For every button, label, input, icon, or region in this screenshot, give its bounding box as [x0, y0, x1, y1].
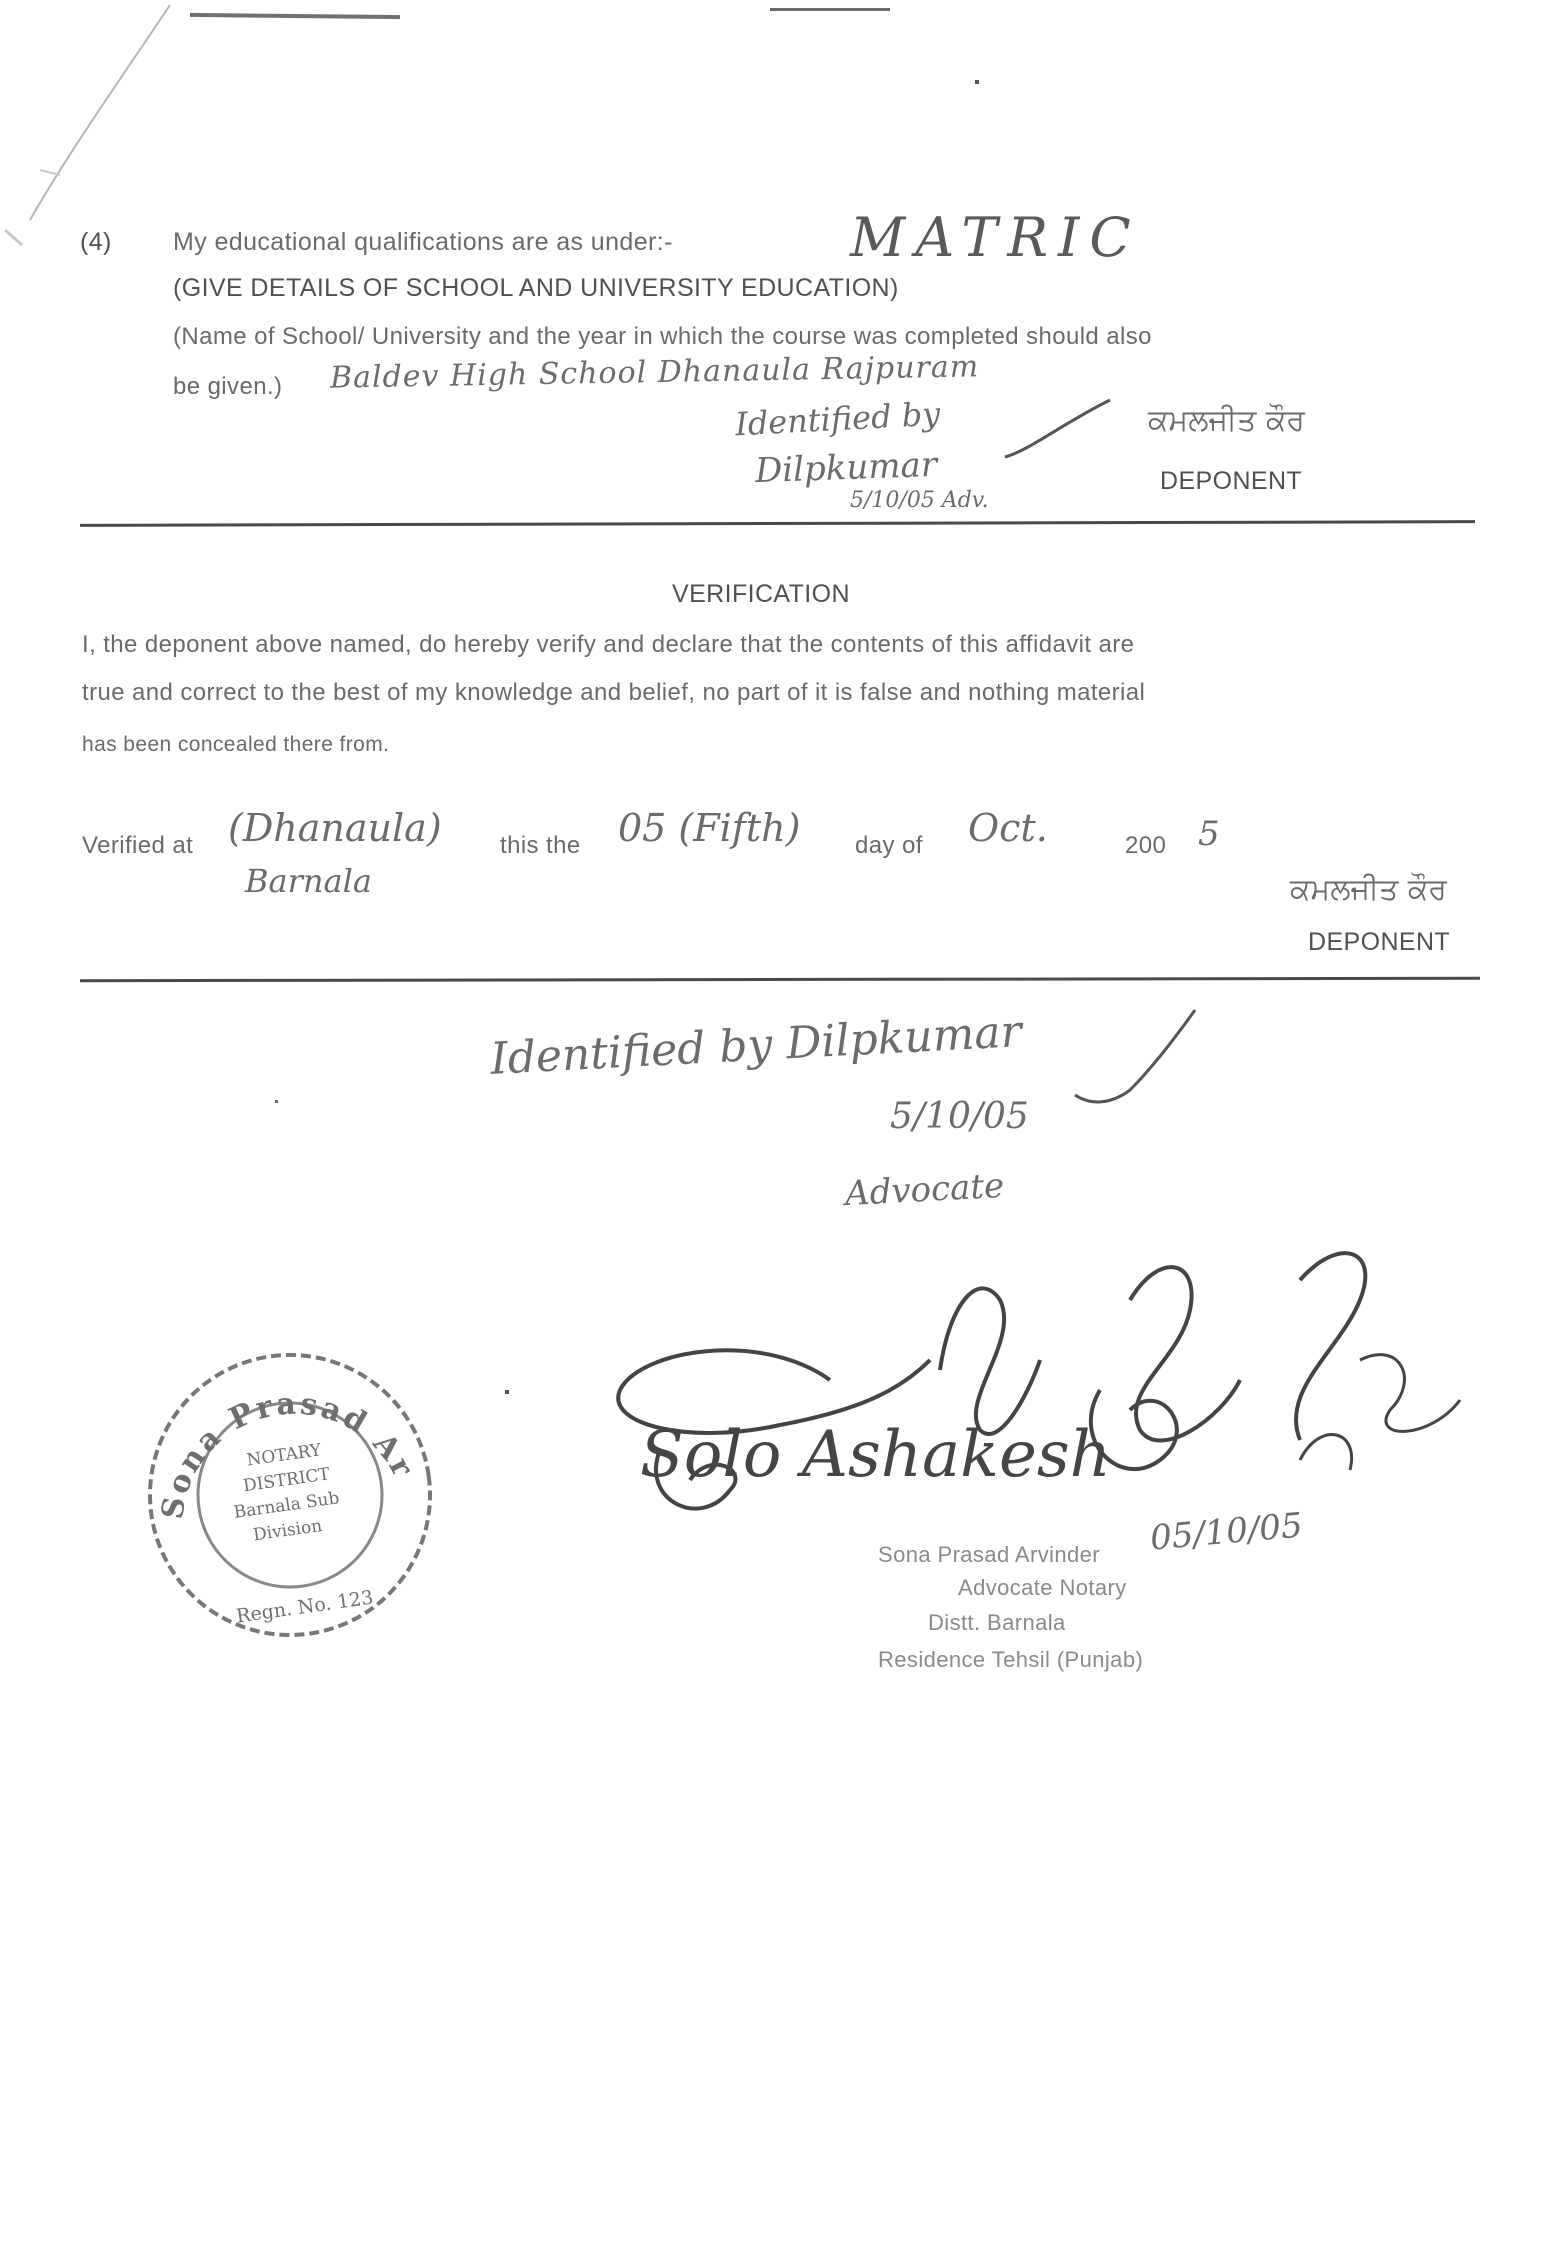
notary-block-line-4: Residence Tehsil (Punjab) — [878, 1647, 1144, 1672]
deponent-signature-2: ਕਮਲਜੀਤ ਕੌਰ — [1290, 872, 1447, 907]
deponent-label-1: DEPONENT — [1160, 467, 1303, 495]
notary-signature: Solo Ashakesh — [640, 1418, 1111, 1492]
seal-ring-text: Sona Prasad Arvinder — [104, 1338, 422, 1522]
verification-line-2: true and correct to the best of my knowledge and belief, no part of it is false and nothing material — [82, 679, 1146, 706]
top-scan-artifact-2 — [770, 0, 890, 11]
note-line-1: (Name of School/ University and the year in which the course was completed should also — [173, 323, 1152, 350]
notary-block-line-2: Advocate Notary — [958, 1575, 1127, 1600]
qualification-value: MATRIC — [850, 206, 1141, 269]
deponent-signature-1: ਕਮਲਜੀਤ ਕੌਰ — [1148, 403, 1305, 438]
notary-seal — [104, 1326, 460, 1665]
this-the-label: this the — [500, 832, 581, 859]
attestation-identified-by: Identified by Dilpkumar — [489, 1006, 1023, 1085]
verified-at-label: Verified at — [82, 832, 194, 859]
identifier-date: 5/10/05 Adv. — [850, 488, 989, 513]
identified-by-label: Identified by — [734, 394, 942, 444]
year-label: 200 — [1125, 832, 1167, 859]
day-value: 05 (Fifth) — [618, 806, 801, 850]
divider-2 — [80, 977, 1480, 982]
notary-signature-scribble — [600, 1240, 1560, 1570]
verification-line-3: has been concealed there from. — [82, 733, 390, 756]
divider-1 — [80, 520, 1475, 527]
clause-number: (4) — [80, 228, 112, 256]
seal-center-1: NOTARY — [245, 1440, 323, 1471]
notary-date: 05/10/05 — [1148, 1505, 1305, 1559]
verification-heading: VERIFICATION — [672, 580, 850, 608]
deponent-label-2: DEPONENT — [1308, 928, 1451, 956]
speck — [505, 1390, 509, 1394]
tick-mark-icon — [1000, 395, 1120, 465]
attestation-advocate: Advocate — [844, 1165, 1006, 1215]
verification-line-1: I, the deponent above named, do hereby verify and declare that the contents of this affidavit are — [82, 631, 1135, 658]
seal-bottom-text: Regn. No. 123 — [234, 1586, 375, 1628]
attestation-tick-icon — [1070, 1005, 1200, 1115]
svg-text:Sona Prasad Arvinder — [105, 1301, 425, 1530]
speck — [275, 1100, 278, 1103]
school-name: Baldev High School Dhanaula Rajpuram — [329, 349, 980, 396]
notary-block-line-3: Distt. Barnala — [928, 1610, 1066, 1635]
speck — [975, 80, 979, 84]
seal-center-3: Barnala Sub — [232, 1488, 341, 1523]
identifier-signature: Dilpkumar — [754, 444, 938, 492]
attestation-date: 5/10/05 — [890, 1096, 1029, 1137]
notary-block-line-1: Sona Prasad Arvinder — [878, 1542, 1101, 1567]
verified-place: (Dhanaula) — [228, 806, 442, 850]
instruction-line: (GIVE DETAILS OF SCHOOL AND UNIVERSITY EDUCATION) — [173, 274, 899, 302]
verified-place-line2: Barnala — [245, 862, 372, 900]
day-of-label: day of — [855, 832, 923, 859]
seal-center-2: DISTRICT — [241, 1464, 332, 1497]
note-line-2: be given.) — [173, 373, 283, 400]
seal-center-4: Division — [251, 1515, 324, 1546]
year-value: 5 — [1198, 814, 1220, 854]
qualification-intro: My educational qualifications are as under:- — [173, 228, 673, 256]
month-value: Oct. — [968, 806, 1048, 850]
top-scan-artifact — [190, 13, 400, 19]
